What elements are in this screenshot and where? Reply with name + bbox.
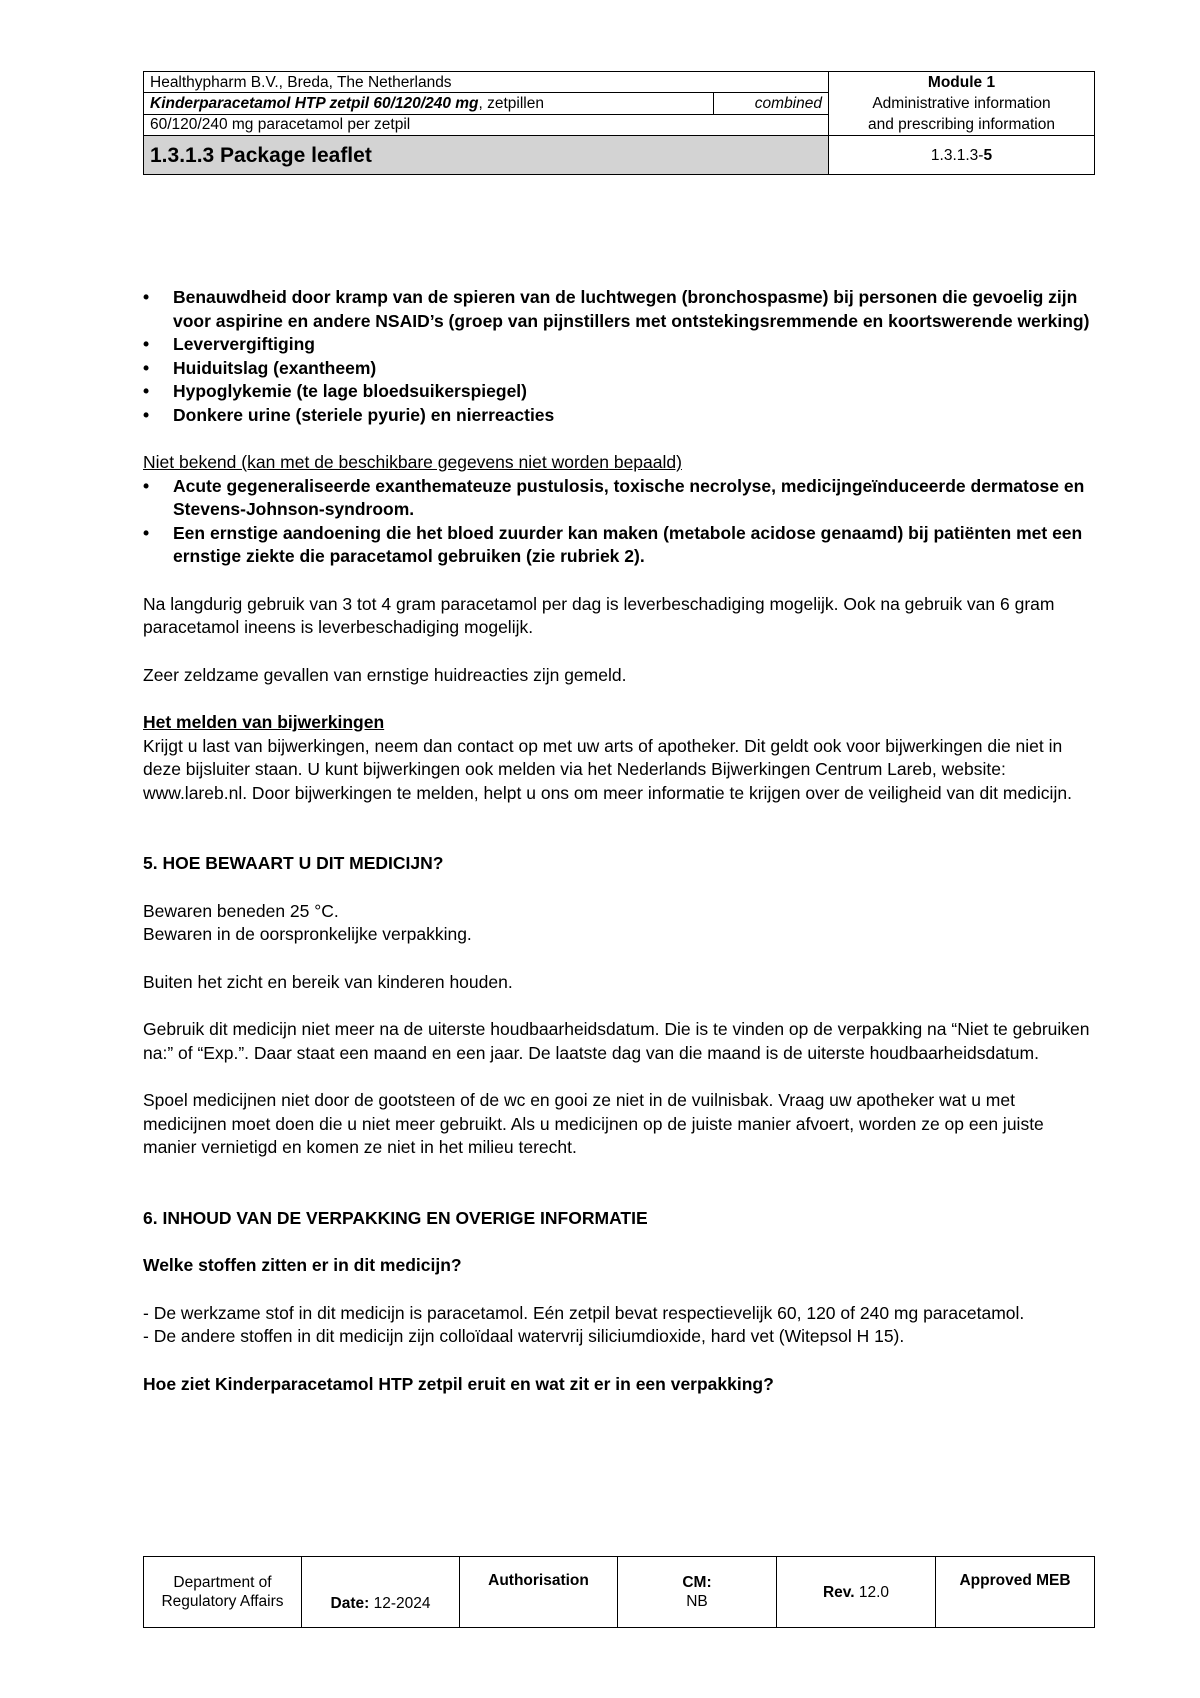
substances-other: - De andere stoffen in dit medicijn zijn colloïdaal watervrij siliciumdioxide, hard vet (Witepsol H 15). xyxy=(143,1326,905,1346)
strength-line: 60/120/240 mg paracetamol per zetpil xyxy=(144,114,829,135)
storage-children: Buiten het zicht en bereik van kinderen houden. xyxy=(143,971,513,992)
substances-active: - De werkzame stof in dit medicijn is paracetamol. Eén zetpil bevat respectievelijk 60, 120 of 240 mg paracetamol. xyxy=(143,1302,1025,1323)
product-name-bold: Kinderparacetamol HTP zetpil 60/120/240 mg xyxy=(150,94,479,112)
module-line-1: Administrative information xyxy=(872,95,1051,112)
cm-cell xyxy=(618,1557,777,1628)
leaflet-body xyxy=(143,286,1094,1396)
combined-label: combined xyxy=(714,93,829,114)
list-item: • Huiduitslag (exantheem) xyxy=(143,357,1094,381)
date-value: 12-2024 xyxy=(369,1595,431,1612)
section-5-heading: 5. HOE BEWAART U DIT MEDICIJN? xyxy=(143,853,444,873)
cm-label: CM: xyxy=(682,1574,712,1591)
section-title: 1.3.1.3 Package leaflet xyxy=(144,136,829,175)
storage-disposal: Spoel medicijnen niet door de gootsteen of de wc en gooi ze niet in de vuilnisbak. Vraag uw apotheker wat u met medicijnen moet doen die u niet meer gebruikt. Als u medicijnen op de juiste manier afvoert, worden ze op een juiste manier vernietigd en komen ze niet in het milieu terecht. xyxy=(143,1090,1044,1157)
appearance-heading: Hoe ziet Kinderparacetamol HTP zetpil eruit en wat zit er in een verpakking? xyxy=(143,1373,774,1394)
side-effects-list xyxy=(143,286,1094,427)
revision-value: 12.0 xyxy=(854,1583,890,1601)
list-item: • Acute gegeneraliseerde exanthemateuze pustulosis, toxische necrolyse, medicijngeïnduceerde dermatose en Stevens-Johnson-syndroom. xyxy=(143,475,1094,522)
page-reference xyxy=(829,136,1095,175)
substances-heading: Welke stoffen zitten er in dit medicijn? xyxy=(143,1255,462,1275)
company-name: Healthypharm B.V., Breda, The Netherlands xyxy=(144,72,829,93)
module-info xyxy=(829,72,1095,136)
module-line-2: and prescribing information xyxy=(868,116,1055,133)
product-suffix: , zetpillen xyxy=(478,94,544,112)
date-label: Date: xyxy=(330,1595,370,1612)
list-item: • Benauwdheid door kramp van de spieren van de luchtwegen (bronchospasme) bij personen die gevoelig zijn voor aspirine en andere NSAID’s (groep van pijnstillers met ontstekingsremmende en koortswerende werking) xyxy=(143,286,1094,333)
not-known-heading: Niet bekend (kan met de beschikbare gegevens niet worden bepaald) xyxy=(143,452,682,472)
department-line-2: Regulatory Affairs xyxy=(161,1593,284,1610)
list-item: • Een ernstige aandoening die het bloed zuurder kan maken (metabole acidose genaamd) bij patiënten met een ernstige ziekte die paracetamol gebruiken (zie rubriek 2). xyxy=(143,522,1094,569)
date-cell xyxy=(302,1557,460,1628)
reporting-text: Krijgt u last van bijwerkingen, neem dan contact op met uw arts of apotheker. Dit geldt ook voor bijwerkingen die niet in deze bijsluiter staan. U kunt bijwerkingen ook melden via het Nederlands Bijwerkingen Centrum Lareb, website: www.lareb.nl. Door bijwerkingen te melden, helpt u ons om meer informatie te krijgen over de veiligheid van dit medicijn. xyxy=(143,735,1072,803)
document-footer xyxy=(143,1556,1095,1628)
paragraph-rare-reactions: Zeer zeldzame gevallen van ernstige huidreacties zijn gemeld. xyxy=(143,664,627,685)
authorisation-cell: Authorisation xyxy=(460,1557,618,1628)
department-cell xyxy=(144,1557,302,1628)
storage-packaging: Bewaren in de oorspronkelijke verpakking. xyxy=(143,924,472,944)
revision-cell xyxy=(777,1557,936,1628)
storage-expiry: Gebruik dit medicijn niet meer na de uiterste houdbaarheidsdatum. Die is te vinden op de verpakking na “Niet te gebruiken na:” of “Exp.”. Daar staat een maand en een jaar. De laatste dag van die maand is de uiterste houdbaarheidsdatum. xyxy=(143,1019,1090,1063)
approved-cell: Approved MEB xyxy=(936,1557,1095,1628)
list-item: • Leververgiftiging xyxy=(143,333,1094,357)
document-header xyxy=(143,71,1095,175)
paragraph-long-use: Na langdurig gebruik van 3 tot 4 gram paracetamol per dag is leverbeschadiging mogelijk. Ook na gebruik van 6 gram paracetamol ineens is leverbeschadiging mogelijk. xyxy=(143,593,1055,637)
cm-value: NB xyxy=(686,1593,708,1610)
page-number: 5 xyxy=(983,146,993,164)
reporting-heading: Het melden van bijwerkingen xyxy=(143,712,385,732)
page-ref-prefix: 1.3.1.3- xyxy=(930,146,984,164)
list-item: • Hypoglykemie (te lage bloedsuikerspiegel) xyxy=(143,380,1094,404)
not-known-list xyxy=(143,475,1094,569)
product-name xyxy=(144,93,714,114)
module-title: Module 1 xyxy=(927,74,996,91)
revision-label: Rev. xyxy=(822,1583,855,1601)
section-6-heading: 6. INHOUD VAN DE VERPAKKING EN OVERIGE INFORMATIE xyxy=(143,1207,648,1228)
storage-temperature: Bewaren beneden 25 °C. xyxy=(143,900,339,921)
department-line-1: Department of xyxy=(173,1574,272,1591)
list-item: • Donkere urine (steriele pyurie) en nierreacties xyxy=(143,404,1094,428)
